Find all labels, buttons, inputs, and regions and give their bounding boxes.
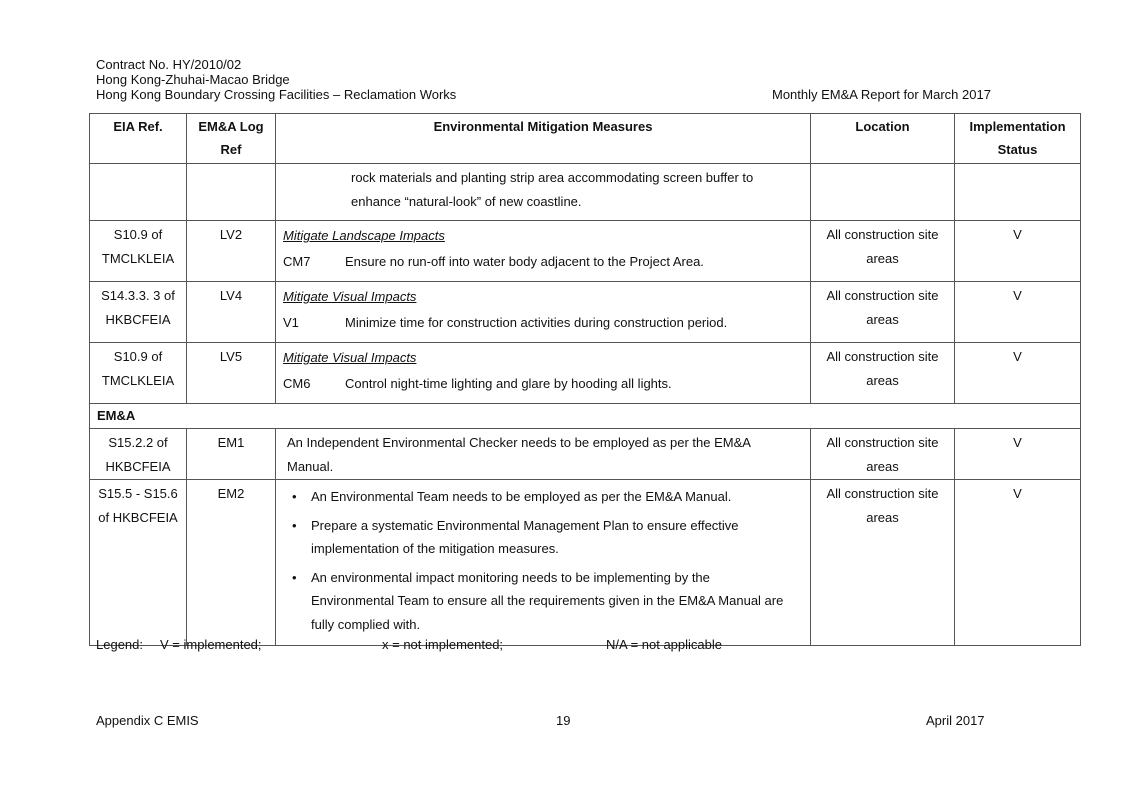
list-item: • An environmental impact monitoring needs to be implementing by the Environmental Team to ensure all the requirements given in the EM&A Manual are fully complied with. [283,566,800,637]
table-row [90,480,1081,646]
location-cell: All construction site areas [811,282,955,343]
measure-code: CM6 [283,376,311,391]
measure-cell [276,282,811,343]
legend-label: Legend: [96,637,143,652]
status-cell: V [955,343,1081,404]
section-title: EM&A [90,404,1081,429]
measure-text: Ensure no run-off into water body adjacent to the Project Area. [345,254,704,269]
measure-title: Mitigate Visual Impacts [283,350,417,365]
page-number: 19 [556,713,571,728]
table-header-row [90,114,1081,164]
status-cell: V [955,480,1081,646]
footer-appendix: Appendix C EMIS [96,713,199,728]
header-status: Implementation Status [955,114,1081,164]
status-cell: V [955,429,1081,480]
log-ref-cell: LV5 [187,343,276,404]
table-row [90,343,1081,404]
measure-text: Control night-time lighting and glare by hooding all lights. [345,376,672,391]
eia-ref-cell: S15.2.2 of HKBCFEIA [90,429,187,480]
eia-ref-cell: S10.9 of TMCLKLEIA [90,221,187,282]
location-cell: All construction site areas [811,429,955,480]
table-row [90,164,1081,221]
measure-cell [276,480,811,646]
eia-ref-cell: S10.9 of TMCLKLEIA [90,343,187,404]
location-cell: All construction site areas [811,343,955,404]
header-measures: Environmental Mitigation Measures [276,114,811,164]
status-cell: V [955,282,1081,343]
list-item: • An Environmental Team needs to be employed as per the EM&A Manual. [283,485,800,509]
legend-implemented: V = implemented; [160,637,262,652]
location-cell: All construction site areas [811,480,955,646]
log-ref-cell: EM1 [187,429,276,480]
measure-bullet-list [283,485,800,645]
table-row [90,221,1081,282]
eia-ref-cell: S14.3.3. 3 of HKBCFEIA [90,282,187,343]
eia-ref-cell: S15.5 - S15.6 of HKBCFEIA [90,480,187,646]
legend-not-applicable: N/A = not applicable [606,637,722,652]
measure-title: Mitigate Landscape Impacts [283,228,445,243]
mitigation-measures-table [89,113,1081,646]
table-row [90,282,1081,343]
measure-text: Minimize time for construction activities during construction period. [345,315,728,330]
location-cell: All construction site areas [811,221,955,282]
header-eia-ref: EIA Ref. [90,114,187,164]
log-ref-cell: EM2 [187,480,276,646]
status-cell: V [955,221,1081,282]
log-ref-cell: LV2 [187,221,276,282]
document-header [96,57,456,102]
contract-number: Contract No. HY/2010/02 [96,57,242,72]
works-title: Hong Kong Boundary Crossing Facilities – Reclamation Works [96,87,457,102]
section-row [90,404,1081,429]
footer-date: April 2017 [926,713,985,728]
measure-code: CM7 [283,254,311,269]
continued-measure-text: rock materials and planting strip area accommodating screen buffer to enhance “natural-look” of new coastline. [276,164,811,221]
measure-cell: An Independent Environmental Checker needs to be employed as per the EM&A Manual. [276,429,811,480]
header-location: Location [811,114,955,164]
report-title: Monthly EM&A Report for March 2017 [772,87,991,102]
log-ref-cell: LV4 [187,282,276,343]
measure-cell [276,343,811,404]
header-ema-log-ref: EM&A Log Ref [187,114,276,164]
measure-code: V1 [283,315,299,330]
measure-title: Mitigate Visual Impacts [283,289,417,304]
project-name: Hong Kong-Zhuhai-Macao Bridge [96,72,290,87]
legend-not-implemented: x = not implemented; [382,637,504,652]
list-item: • Prepare a systematic Environmental Management Plan to ensure effective implementation of the mitigation measures. [283,514,800,561]
table-row [90,429,1081,480]
measure-cell [276,221,811,282]
